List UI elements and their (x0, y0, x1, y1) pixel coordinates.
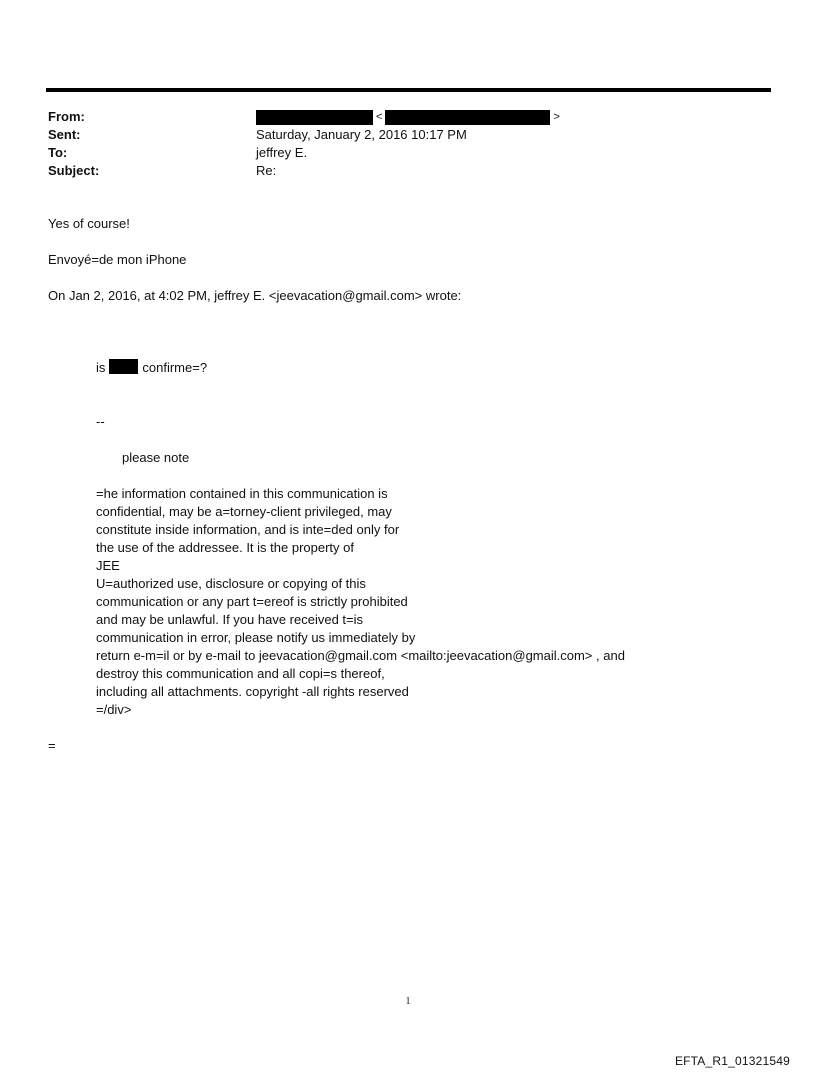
trailing-equals: = (48, 738, 56, 753)
signature-text: Envoyé=de mon iPhone (48, 252, 187, 267)
to-label: To: (48, 145, 68, 160)
note-heading: please note (122, 450, 190, 465)
disclaimer-line: the use of the addressee. It is the property of (96, 540, 354, 555)
disclaimer-line: JEE (96, 558, 120, 573)
disclaimer-block (96, 485, 625, 719)
disclaimer-line: communication in error, please notify us immediately by (96, 630, 416, 645)
from-label: From: (48, 109, 85, 124)
to-row (48, 144, 563, 162)
disclaimer-line: U=authorized use, disclosure or copying of this (96, 576, 366, 591)
subject-row (48, 162, 563, 180)
disclaimer-line: =/div> (96, 702, 132, 717)
quoted-prefix: is (96, 360, 106, 375)
disclaimer-line: communication or any part t=ereof is strictly prohibited (96, 594, 408, 609)
redacted-sender-email (385, 110, 550, 125)
sent-row (48, 126, 563, 144)
to-value: jeffrey E. (256, 145, 308, 160)
disclaimer-line: return e-m=il or by e-mail to jeevacation@gmail.com <mailto:jeevacation@gmail.com> , and (96, 648, 625, 663)
reply-text: Yes of course! (48, 216, 130, 231)
redacted-sender-name (256, 110, 373, 125)
from-close-bracket: > (553, 111, 560, 123)
disclaimer-line: confidential, may be a=torney-client privileged, may (96, 504, 392, 519)
subject-label: Subject: (48, 163, 100, 178)
disclaimer-line: destroy this communication and all copi=s thereof, (96, 666, 385, 681)
signature-separator: -- (96, 414, 105, 429)
disclaimer-line: including all attachments. copyright -all rights reserved (96, 684, 409, 699)
redacted-word (109, 359, 138, 374)
email-header (48, 108, 563, 180)
from-open-bracket: < (376, 111, 383, 123)
subject-value: Re: (256, 163, 277, 178)
disclaimer-line: =he information contained in this communication is (96, 486, 388, 501)
from-row (48, 108, 563, 126)
quoted-question (96, 359, 207, 377)
disclaimer-line: constitute inside information, and is inte=ded only for (96, 522, 400, 537)
quote-intro: On Jan 2, 2016, at 4:02 PM, jeffrey E. <jeevacation@gmail.com> wrote: (48, 288, 462, 303)
sent-value: Saturday, January 2, 2016 10:17 PM (256, 127, 467, 142)
top-divider-rule (46, 88, 771, 92)
sent-label: Sent: (48, 127, 81, 142)
quoted-suffix: confirme=? (142, 360, 208, 375)
disclaimer-line: and may be unlawful. If you have received t=is (96, 612, 364, 627)
from-value (256, 108, 563, 126)
document-id: EFTA_R1_01321549 (674, 1054, 790, 1068)
page-number: 1 (405, 996, 411, 1007)
